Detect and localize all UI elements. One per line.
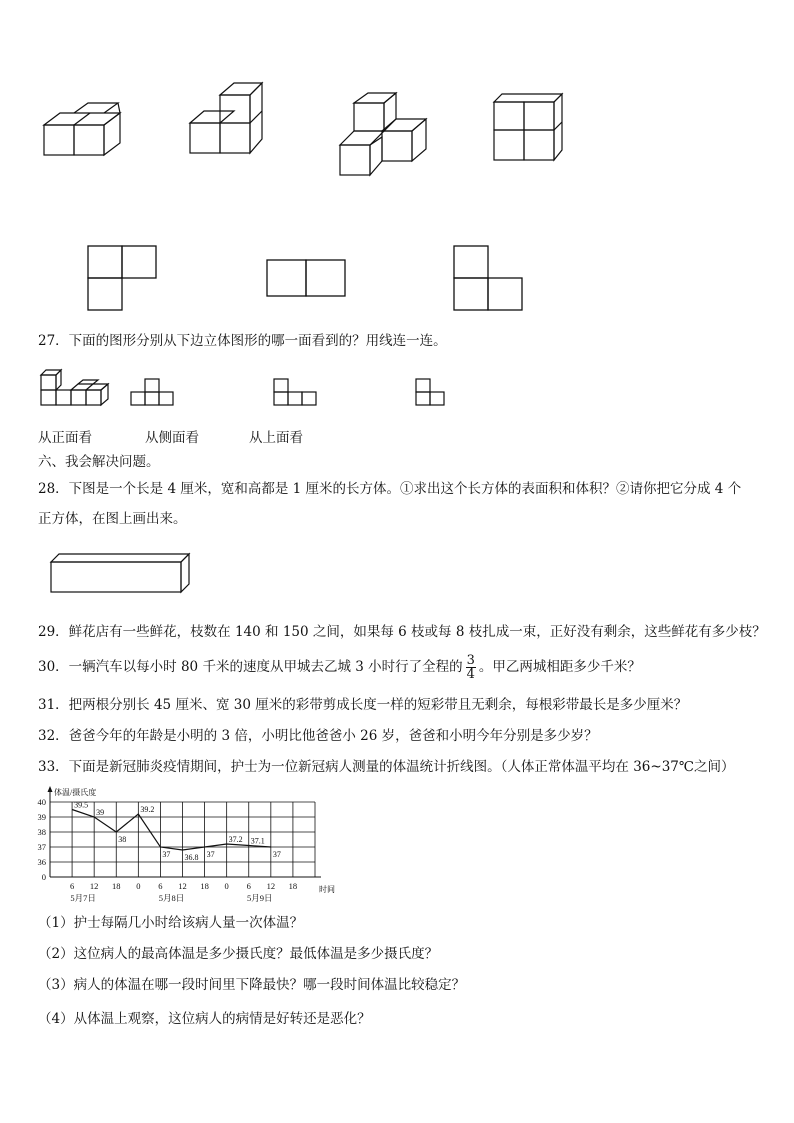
temperature-line-chart xyxy=(30,784,350,904)
solid-1 xyxy=(44,103,120,155)
data-label: 39 xyxy=(96,808,105,817)
y-tick-label: 36 xyxy=(37,857,46,867)
cuboid-figure xyxy=(46,548,196,598)
question-31: 31．把两根分别长 45 厘米、宽 30 厘米的彩带剪成长度一样的短彩带且无剩余，每根彩带最长是多少厘米？ xyxy=(38,697,688,713)
solid-2 xyxy=(190,83,262,153)
y-tick-label: 37 xyxy=(37,842,46,852)
data-label: 39.5 xyxy=(74,800,89,810)
question-28-line2: 正方体，在图上画出来。 xyxy=(38,511,187,527)
y-axis-label: 体温/摄氏度 xyxy=(54,788,97,797)
question-33-sub3: （3）病人的体温在哪一段时间里下降最快？哪一段时间体温比较稳定？ xyxy=(38,977,466,993)
x-tick-label: 0 xyxy=(224,881,229,891)
question-30-text-after: 。甲乙两城相距多少千米？ xyxy=(478,659,641,675)
y-tick-label: 39 xyxy=(37,812,46,822)
x-tick-label: 6 xyxy=(246,881,251,891)
question-33: 33．下面是新冠肺炎疫情期间，护士为一位新冠病人测量的体温统计折线图。（人体正常体温平均在 36~37℃之间） xyxy=(38,759,735,775)
fraction-numerator: 3 xyxy=(466,653,475,668)
y-axis-arrow xyxy=(48,786,53,792)
view-shape-3 xyxy=(454,246,522,310)
label-top-view: 从上面看 xyxy=(249,430,303,446)
view-shapes-row xyxy=(80,240,540,315)
y-tick-label: 0 xyxy=(41,872,46,882)
q27-view-a xyxy=(131,379,173,405)
q27-figures xyxy=(36,362,456,412)
y-tick-label: 40 xyxy=(37,797,46,807)
label-front-view: 从正面看 xyxy=(38,430,92,446)
question-33-sub1: （1）护士每隔几小时给该病人量一次体温？ xyxy=(38,915,304,931)
fraction-three-quarters xyxy=(466,654,476,681)
question-30 xyxy=(38,653,641,681)
view-shape-2 xyxy=(267,260,345,296)
q27-view-c xyxy=(416,379,444,405)
x-tick-label: 18 xyxy=(200,881,209,891)
question-33-sub2: （2）这位病人的最高体温是多少摄氏度？最低体温是多少摄氏度？ xyxy=(38,946,439,962)
view-shape-1 xyxy=(88,246,156,310)
question-33-sub4: （4）从体温上观察，这位病人的病情是好转还是恶化？ xyxy=(38,1011,371,1027)
day-label: 5月9日 xyxy=(247,893,273,903)
x-axis-label: 时间 xyxy=(319,885,335,894)
data-label: 37.1 xyxy=(250,836,265,846)
data-label: 37 xyxy=(162,850,171,859)
question-28-line1: 28．下图是一个长是 4 厘米，宽和高都是 1 厘米的长方体。①求出这个长方体的表面积和体积？②请你把它分成 4 个 xyxy=(38,481,742,497)
day-label: 5月8日 xyxy=(158,893,185,903)
x-tick-label: 0 xyxy=(136,881,141,891)
solid-3 xyxy=(340,93,426,175)
q27-view-b xyxy=(274,379,316,405)
section-title: 六、我会解决问题。 xyxy=(38,454,160,470)
data-label: 36.8 xyxy=(184,853,199,862)
x-tick-label: 6 xyxy=(158,881,163,891)
x-tick-label: 18 xyxy=(288,881,298,891)
y-tick-label: 38 xyxy=(37,827,46,837)
x-tick-label: 12 xyxy=(89,881,99,891)
question-32: 32．爸爸今年的年龄是小明的 3 倍，小明比他爸爸小 26 岁，爸爸和小明今年分别是多少岁？ xyxy=(38,728,598,744)
data-label: 39.2 xyxy=(140,805,155,814)
day-label: 5月7日 xyxy=(70,893,96,903)
x-tick-label: 12 xyxy=(178,881,187,891)
x-tick-label: 18 xyxy=(112,881,121,891)
question-29: 29．鲜花店有一些鲜花，枝数在 140 和 150 之间，如果每 6 枝或每 8 枝扎成一束，正好没有剩余，这些鲜花有多少枝？ xyxy=(38,624,766,640)
solid-figures-row xyxy=(30,75,590,185)
q27-solid xyxy=(41,370,108,405)
data-label: 37.2 xyxy=(228,835,243,844)
x-tick-label: 12 xyxy=(266,881,276,891)
question-30-text-before: 30．一辆汽车以每小时 80 千米的速度从甲城去乙城 3 小时行了全程的 xyxy=(38,659,463,675)
label-side-view: 从侧面看 xyxy=(145,430,199,446)
x-tick-label: 6 xyxy=(69,881,75,891)
fraction-denominator: 4 xyxy=(466,667,475,682)
solid-4 xyxy=(494,94,562,160)
data-label: 38 xyxy=(118,835,127,844)
data-label: 37 xyxy=(272,850,281,859)
question-27: 27．下面的图形分别从下边立体图形的哪一面看到的？用线连一连。 xyxy=(38,333,447,349)
data-label: 37 xyxy=(206,850,215,859)
